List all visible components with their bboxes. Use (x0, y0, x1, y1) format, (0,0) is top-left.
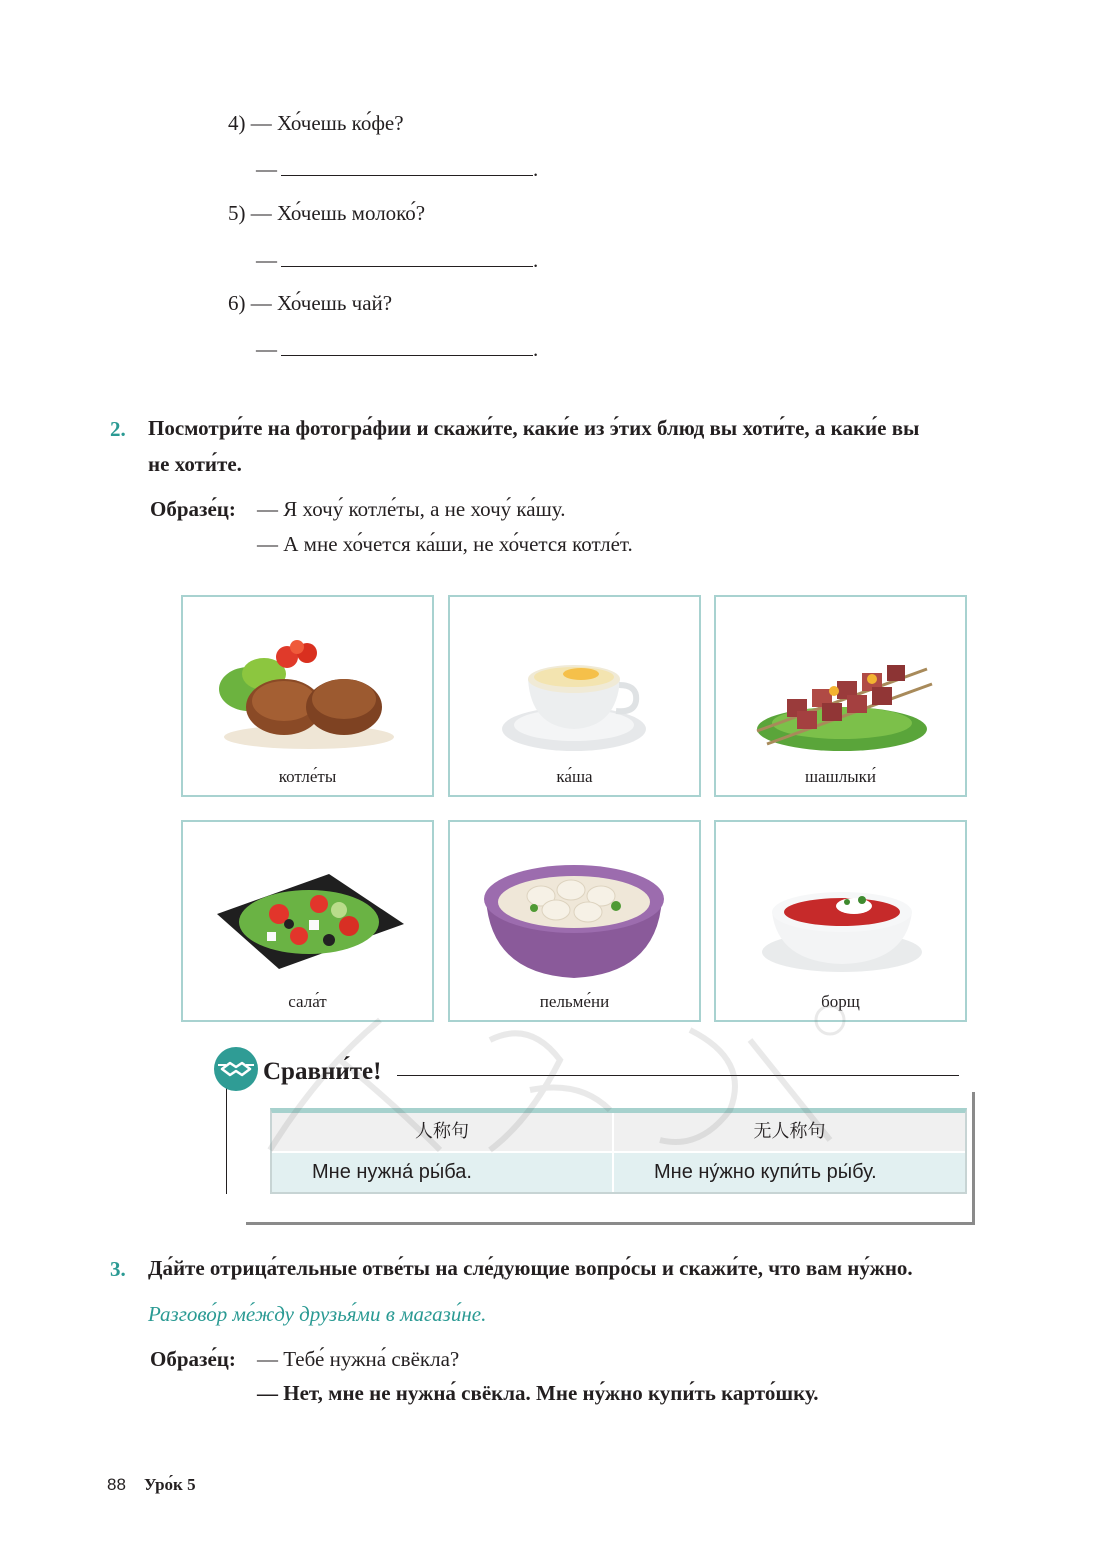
answer-blank[interactable] (281, 337, 533, 356)
compare-example-impersonal: Мне ну́жно купи́ть ры́бу. (614, 1153, 965, 1192)
task-2-sample-label: Образе́ц: (150, 497, 236, 521)
item-4-answer-line[interactable]: — . (256, 157, 539, 181)
food-card-cutlets (181, 595, 434, 797)
compare-box-shadow-right (972, 1092, 975, 1224)
food-card-porridge (448, 595, 701, 797)
food-caption: шашлыки́ (805, 767, 876, 786)
compare-title-rule (397, 1075, 959, 1076)
pelmeni-image (476, 844, 673, 984)
lesson-label: Уро́к 5 (144, 1475, 196, 1494)
task-3-sample-line1: — Тебе́ нужна́ свёкла? (257, 1347, 460, 1371)
task-2-sample-line2: — А мне хо́чется ка́ши, не хо́чется котле́т. (257, 532, 633, 556)
task-3-sample-label: Образе́ц: (150, 1347, 236, 1371)
task-3-sample-line2: — Нет, мне не нужна́ свёкла. Мне ну́жно купи́ть карто́шку. (257, 1381, 819, 1405)
shashlik-image (742, 619, 939, 759)
salad-image (209, 844, 406, 984)
task-2-instruction: Посмотри́те на фотогра́фии и скажи́те, каки́е из э́тих блюд вы хоти́те, а каки́е вы не хоти́те. (148, 416, 920, 476)
handshake-icon (214, 1047, 258, 1091)
food-card-borscht (714, 820, 967, 1022)
compare-title: Сравни́те! (263, 1058, 382, 1085)
item-6-answer-line[interactable]: — . (256, 337, 539, 361)
cutlets-image (209, 619, 406, 759)
compare-header-personal: 人称句 (272, 1113, 612, 1151)
page-number: 88 (107, 1475, 126, 1494)
borscht-image (742, 844, 939, 984)
task-2-number: 2. (110, 417, 126, 441)
item-6-question: 6) — Хо́чешь чай? (228, 291, 393, 315)
food-caption: котле́ты (278, 767, 337, 786)
compare-left-rule (226, 1076, 227, 1194)
answer-blank[interactable] (281, 157, 533, 176)
food-card-pelmeni (448, 820, 701, 1022)
compare-header-impersonal: 无人称句 (614, 1113, 965, 1151)
food-caption: пельме́ни (539, 992, 610, 1011)
item-5-answer-line[interactable]: — . (256, 248, 539, 272)
task-3-number: 3. (110, 1257, 126, 1281)
compare-table (270, 1108, 967, 1194)
answer-blank[interactable] (281, 248, 533, 267)
task-3-subtitle: Разгово́р ме́жду друзья́ми в магази́не. (148, 1302, 487, 1326)
food-caption: ка́ша (556, 767, 593, 786)
task-2-sample-line1: — Я хочу́ котле́ты, а не хочу́ ка́шу. (257, 497, 566, 521)
compare-example-personal: Мне нужна́ ры́ба. (272, 1153, 612, 1192)
compare-box-shadow-bottom (246, 1222, 975, 1225)
item-5-question: 5) — Хо́чешь молоко́? (228, 201, 426, 225)
food-caption: борщ (821, 992, 860, 1011)
food-card-shashlik (714, 595, 967, 797)
porridge-image (476, 619, 673, 759)
item-4-question: 4) — Хо́чешь ко́фе? (228, 111, 404, 135)
food-caption: сала́т (288, 992, 327, 1011)
food-card-salad (181, 820, 434, 1022)
task-3-instruction: Да́йте отрица́тельные отве́ты на сле́дующие вопро́сы и скажи́те, что вам ну́жно. (148, 1256, 913, 1280)
